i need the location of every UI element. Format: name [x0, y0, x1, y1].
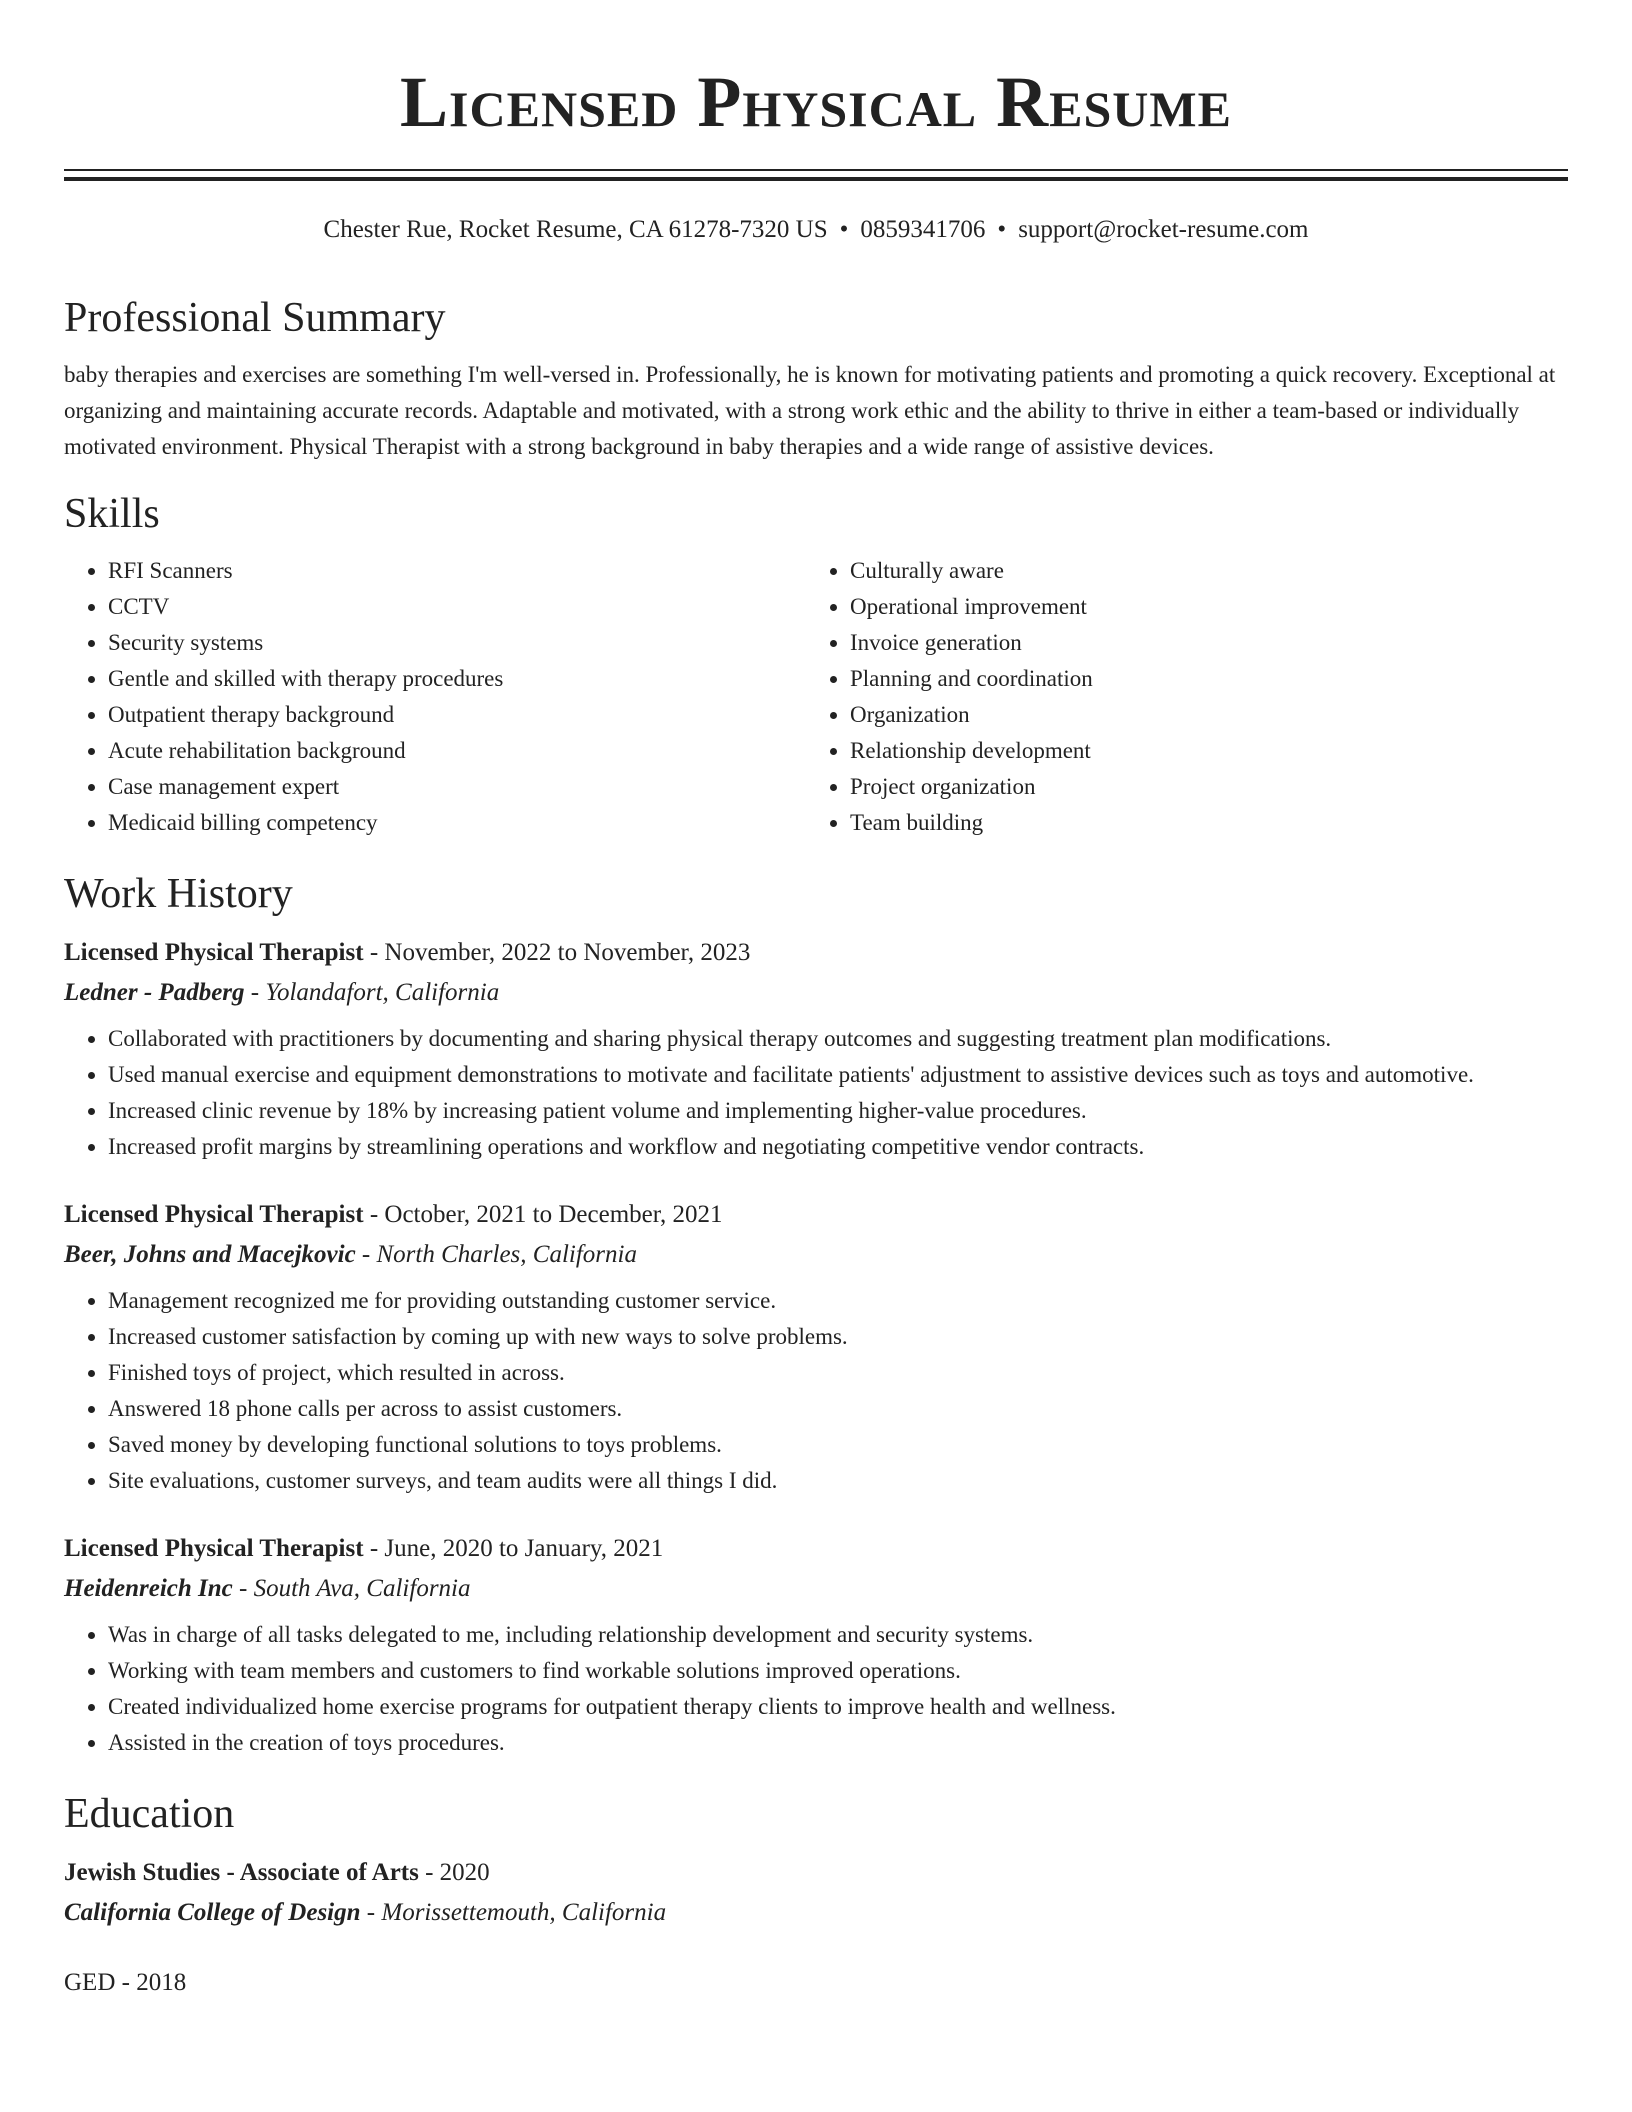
title-divider-thin [64, 169, 1568, 171]
education-heading: Education [64, 1791, 235, 1837]
contact-line [64, 215, 1568, 245]
skill-item: • Case management expert [108, 769, 806, 805]
job-entry [64, 1529, 1568, 1761]
job-bullet: • Was in charge of all tasks delegated to me, including relationship development and security systems. [108, 1617, 1568, 1653]
degree: Jewish Studies - Associate of Arts [64, 1859, 419, 1886]
job-bullets [64, 1283, 1568, 1499]
job-bullet: • Used manual exercise and equipment demonstrations to motivate and facilitate patients' adjustment to assistive devices such as toys and automotive. [108, 1057, 1568, 1093]
skill-item: • Organization [850, 697, 1548, 733]
skill-item: • CCTV [108, 589, 806, 625]
job-title-line [64, 1195, 1568, 1235]
skills-list-right [806, 553, 1548, 841]
job-company: Heidenreich Inc [64, 1575, 233, 1602]
contact-address: Chester Rue, Rocket Resume, CA 61278-7320 US [323, 216, 828, 243]
skill-item: • Security systems [108, 625, 806, 661]
skill-item: • Acute rehabilitation background [108, 733, 806, 769]
summary-text: baby therapies and exercises are something I'm well-versed in. Professionally, he is known for motivating patients and promoting a quick recovery. Exceptional at organizing and maintaining accurate records. Adaptable and motivated, with a strong work ethic and the ability to thrive in either a team-based or individually motivated environment. Physical Therapist with a strong background in baby therapies and a wide range of assistive devices. [64, 362, 1556, 459]
job-dates: - October, 2021 to December, 2021 [363, 1201, 723, 1228]
job-dates: - November, 2022 to November, 2023 [363, 939, 751, 966]
job-bullet: • Management recognized me for providing outstanding customer service. [108, 1283, 1568, 1319]
job-bullet: • Increased clinic revenue by 18% by increasing patient volume and implementing higher-value procedures. [108, 1093, 1568, 1129]
ged-line: GED - 2018 [64, 1969, 187, 1996]
resume-title: Licensed Physical Resume [400, 62, 1232, 142]
skill-item: • Culturally aware [850, 553, 1548, 589]
job-bullet: • Created individualized home exercise programs for outpatient therapy clients to improve health and wellness. [108, 1689, 1568, 1725]
skill-item: • Planning and coordination [850, 661, 1548, 697]
skill-item: • Operational improvement [850, 589, 1548, 625]
job-bullet: • Answered 18 phone calls per across to assist customers. [108, 1391, 1568, 1427]
job-bullet: • Site evaluations, customer surveys, and team audits were all things I did. [108, 1463, 1568, 1499]
job-entry [64, 1195, 1568, 1499]
job-title: Licensed Physical Therapist [64, 939, 364, 966]
work-history-heading: Work History [64, 871, 293, 917]
skills-heading: Skills [64, 491, 160, 537]
bullet-separator: • [839, 216, 849, 243]
skill-item: • Outpatient therapy background [108, 697, 806, 733]
degree-year: - 2020 [418, 1859, 490, 1886]
skill-item: • Gentle and skilled with therapy procedures [108, 661, 806, 697]
skill-item: • Invoice generation [850, 625, 1548, 661]
skills-columns [64, 553, 1568, 841]
resume-page [64, 0, 1568, 2003]
contact-phone: 0859341706 [860, 216, 986, 243]
school-location: - Morissettemouth, California [360, 1899, 667, 1926]
job-bullet: • Assisted in the creation of toys procedures. [108, 1725, 1568, 1761]
school-line [64, 1893, 1568, 1933]
job-entry [64, 933, 1568, 1165]
contact-email: support@rocket-resume.com [1018, 216, 1309, 243]
skill-item: • Project organization [850, 769, 1548, 805]
job-bullet: • Increased profit margins by streamlining operations and workflow and negotiating competitive vendor contracts. [108, 1129, 1568, 1165]
summary-heading: Professional Summary [64, 295, 446, 341]
job-bullets [64, 1021, 1568, 1165]
job-title-line [64, 933, 1568, 973]
job-title: Licensed Physical Therapist [64, 1201, 364, 1228]
title-divider-thick [64, 177, 1568, 181]
job-title: Licensed Physical Therapist [64, 1535, 364, 1562]
skill-item: • Relationship development [850, 733, 1548, 769]
education-entry [64, 1853, 1568, 1933]
job-company: Ledner - Padberg [64, 979, 245, 1006]
skill-item: • Team building [850, 805, 1548, 841]
job-bullet: • Increased customer satisfaction by coming up with new ways to solve problems. [108, 1319, 1568, 1355]
job-bullet: • Collaborated with practitioners by documenting and sharing physical therapy outcomes and suggesting treatment plan modifications. [108, 1021, 1568, 1057]
degree-line [64, 1853, 1568, 1893]
job-location: - South Ava, California [232, 1575, 471, 1602]
job-company-line [64, 1569, 1568, 1609]
job-location: - North Charles, California [355, 1241, 637, 1268]
job-location: - Yolandafort, California [244, 979, 500, 1006]
job-bullets [64, 1617, 1568, 1761]
skill-item: • Medicaid billing competency [108, 805, 806, 841]
job-dates: - June, 2020 to January, 2021 [363, 1535, 664, 1562]
job-company: Beer, Johns and Macejkovic [64, 1241, 356, 1268]
bullet-separator: • [997, 216, 1007, 243]
job-bullet: • Saved money by developing functional solutions to toys problems. [108, 1427, 1568, 1463]
skills-list-left [64, 553, 806, 841]
job-bullet: • Finished toys of project, which resulted in across. [108, 1355, 1568, 1391]
school: California College of Design [64, 1899, 361, 1926]
job-bullet: • Working with team members and customers to find workable solutions improved operations. [108, 1653, 1568, 1689]
job-title-line [64, 1529, 1568, 1569]
job-company-line [64, 973, 1568, 1013]
skill-item: • RFI Scanners [108, 553, 806, 589]
job-company-line [64, 1235, 1568, 1275]
